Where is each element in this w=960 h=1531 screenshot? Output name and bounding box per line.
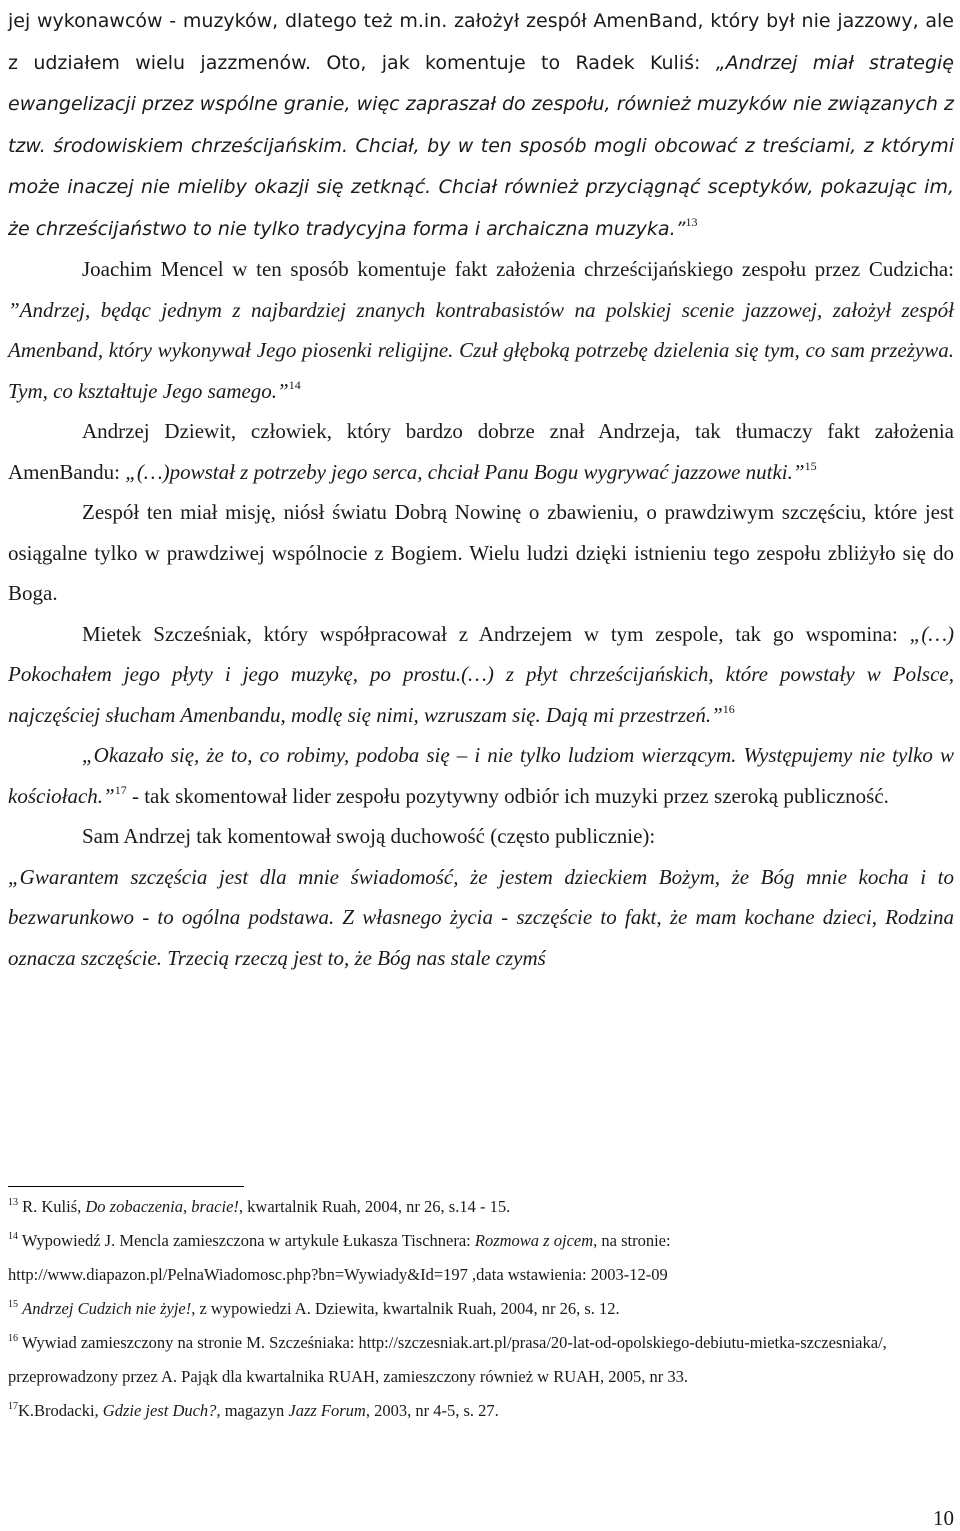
paragraph-text: Mietek Szcześniak, który współpracował z Andrzejem w tym zespole, tak go wspomina:: [82, 621, 910, 646]
footnote-title: Andrzej Cudzich nie żyje!: [22, 1299, 192, 1318]
paragraph-text: Joachim Mencel w ten sposób komentuje fakt założenia chrześcijańskiego zespołu przez Cudzicha:: [82, 257, 954, 281]
footnote-13: [8, 1190, 954, 1224]
footnote-text: , 2003, nr 4-5, s. 27.: [365, 1401, 499, 1420]
quote-kulis: „Andrzej miał strategię ewangelizacji przez wspólne granie, więc zapraszał do zespołu, również muzyków nie związanych z tzw. środowiskiem chrześcijańskim. Chciał, by w ten sposób mogli obcować z treściami, z którymi może inaczej nie mieliby okazji się zetknąć. Chciał również przyciągnąć sceptyków, pokazując im, że chrześcijaństwo to nie tylko tradycyjna forma i archaiczna muzyka.”: [8, 51, 954, 240]
quote-szczesniak: „(…) Pokochałem jego płyty i jego muzykę, po prostu.(…) z płyt chrześcijańskich, które powstały w Polsce, najczęściej słucham Amenbandu, modlę się nimi, wzruszam się. Dają mi przestrzeń.”: [8, 621, 954, 727]
footnote-separator: [8, 1186, 244, 1187]
footnote-17: [8, 1394, 954, 1428]
paragraph-6: [8, 735, 954, 816]
quote-cudzich: „Gwarantem szczęścia jest dla mnie świadomość, że jestem dzieckiem Bożym, że Bóg mnie kocha i to bezwarunkowo - to ogólna podstawa. Z własnego życia - szczęście to fakt, że mam kochane dzieci, Rodzina oznacza szczęście. Trzecią rzeczą jest to, że Bóg nas stale czymś: [8, 864, 954, 970]
footnote-title: Gdzie jest Duch?: [102, 1401, 217, 1420]
footnote-number: 13: [8, 1197, 18, 1208]
footnote-title: Jazz Forum: [288, 1401, 366, 1420]
footnotes: [8, 1190, 954, 1428]
quote-leader: „Okazało się, że to, co robimy, podoba się – i nie tylko ludziom wierzącym. Występujemy nie tylko w kościołach.”: [8, 743, 954, 808]
footnote-number: 16: [8, 1333, 18, 1344]
footnote-text: , kwartalnik Ruah, 2004, nr 26, s.14 - 15.: [238, 1197, 511, 1216]
footnote-text: , na stronie: http://www.diapazon.pl/PelnaWiadomosc.php?bn=Wywiady&Id=197 ,data wstawienia: 2003-12-09: [8, 1231, 671, 1284]
footnote-title: Do zobaczenia, bracie!: [85, 1197, 239, 1216]
footnote-ref-15: 15: [804, 458, 817, 473]
footnote-text: Wypowiedź J. Mencla zamieszczona w artykule Łukasza Tischnera:: [18, 1231, 475, 1250]
quote-mencel: ”Andrzej, będąc jednym z najbardziej znanych kontrabasistów na polskiej scenie jazzowej, założył zespół Amenband, który wykonywał Jego piosenki religijne. Czuł głęboką potrzebę dzielenia się tym, co sam przeżywa. Tym, co kształtuje Jego samego.”: [8, 297, 954, 403]
footnote-ref-14: 14: [288, 377, 301, 392]
footnote-text: Wywiad zamieszczony na stronie M. Szcześniaka: http://szczesniak.art.pl/prasa/20-lat-od-opolskiego-debiutu-mietka-szczesniaka/, przeprowadzony przez A. Pająk dla kwartalnika RUAH, zamieszczony również w RUAH, 2005, nr 33.: [8, 1333, 887, 1386]
body-text: [8, 0, 954, 978]
paragraph-4: Zespół ten miał misję, niósł światu Dobrą Nowinę o zbawieniu, o prawdziwym szczęściu, które jest osiągalne tylko w prawdziwej wspólnocie z Bogiem. Wielu ludzi dzięki istnieniu tego zespołu zbliżyło się do Boga.: [8, 500, 954, 605]
footnote-title: Rozmowa z ojcem: [474, 1231, 594, 1250]
footnote-text: R. Kuliś,: [18, 1197, 86, 1216]
paragraph-text: Andrzej Dziewit, człowiek, który bardzo dobrze znał Andrzeja, tak tłumaczy fakt założenia AmenBandu:: [8, 419, 954, 484]
footnote-number: 14: [8, 1231, 18, 1242]
footnote-16: [8, 1326, 954, 1394]
paragraph-3: [8, 411, 954, 492]
paragraph-2: [8, 249, 954, 411]
page-number: 10: [933, 1506, 954, 1530]
footnote-15: [8, 1292, 954, 1326]
paragraph-text: jej wykonawców - muzyków, dlatego też m.in. założył zespół AmenBand, który był nie jazzowy, ale z udziałem wielu jazzmenów. Oto, jak komentuje to Radek Kuliś:: [8, 10, 954, 74]
paragraph-1: [8, 0, 954, 249]
footnote-14: [8, 1224, 954, 1292]
footnote-ref-17: 17: [114, 782, 127, 797]
footnote-number: 17: [8, 1401, 18, 1412]
paragraph-8: [8, 857, 954, 979]
footnote-text: K.Brodacki,: [18, 1401, 103, 1420]
footnote-ref-16: 16: [722, 701, 735, 716]
paragraph-5: [8, 614, 954, 736]
footnote-ref-13: 13: [685, 214, 698, 229]
footnote-number: 15: [8, 1299, 18, 1310]
paragraph-7: Sam Andrzej tak komentował swoją duchowość (często publicznie):: [82, 824, 656, 848]
footnote-text: , z wypowiedzi A. Dziewita, kwartalnik Ruah, 2004, nr 26, s. 12.: [191, 1299, 620, 1318]
footnote-text: , magazyn: [216, 1401, 289, 1420]
quote-dziewit: „(…)powstał z potrzeby jego serca, chciał Panu Bogu wygrywać jazzowe nutki.”: [125, 459, 805, 484]
paragraph-text: - tak skomentował lider zespołu pozytywny odbiór ich muzyki przez szeroką publiczność.: [126, 783, 889, 808]
